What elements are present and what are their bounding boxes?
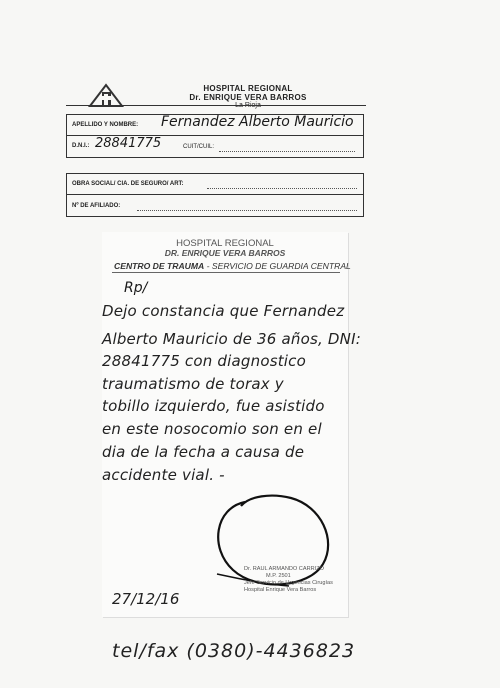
rx-text-line: Dejo constancia que Fernandez [102, 302, 345, 320]
stamp-line: Jefe Servicio de Urgencias Cirugías [244, 580, 333, 586]
rx-divider [112, 272, 340, 273]
rx-hospital: HOSPITAL REGIONAL [176, 238, 274, 249]
stamp-line: Dr. RAUL ARMANDO CARRIZO [244, 566, 324, 572]
rx-text-line: traumatismo de torax y [102, 375, 284, 393]
rp-mark: Rp/ [124, 280, 148, 296]
doctor-stamp [244, 566, 344, 594]
name-row [67, 115, 363, 136]
afiliado-dots [137, 210, 357, 211]
rx-doctor: DR. ENRIQUE VERA BARROS [164, 248, 286, 258]
rx-text-line: Alberto Mauricio de 36 años, DNI: [102, 330, 361, 348]
footer-phone: tel/fax (0380)-4436823 [112, 640, 356, 662]
rx-service-bold: CENTRO DE TRAUMA [114, 261, 205, 271]
name-label: APELLIDO Y NOMBRE: [72, 122, 139, 128]
cuit-label: CUIT/CUIL: [183, 144, 215, 150]
name-value: Fernandez Alberto Mauricio [161, 114, 354, 130]
rx-text-line: 28841775 con diagnostico [102, 352, 306, 370]
rx-text-line: en este nosocomio son en el [102, 420, 322, 438]
dni-label: D.N.I.: [72, 143, 90, 149]
rx-service-rest: - SERVICIO DE GUARDIA CENTRAL [204, 261, 351, 271]
insurance-form [66, 173, 364, 217]
patient-form [66, 114, 364, 158]
obra-label: OBRA SOCIAL/ CIA. DE SEGURO/ ART: [72, 181, 184, 187]
afiliado-row [67, 195, 363, 215]
prescription-date: 27/12/16 [112, 590, 180, 608]
obra-dots [207, 188, 357, 189]
header-hospital: HOSPITAL REGIONAL [203, 84, 293, 93]
afiliado-label: Nº DE AFILIADO: [72, 203, 121, 209]
stamp-line: Hospital Enrique Vera Barros [244, 587, 317, 593]
cuit-dots [219, 151, 355, 152]
rx-text-line: dia de la fecha a causa de [102, 443, 305, 461]
header-doctor: Dr. ENRIQUE VERA BARROS [189, 93, 307, 102]
obra-row [67, 174, 363, 195]
header-rule [66, 105, 366, 106]
rx-service [114, 261, 351, 271]
rx-text-line: tobillo izquierdo, fue asistido [102, 397, 325, 415]
dni-value: 28841775 [95, 136, 162, 151]
stamp-line: M.P. 2501 [266, 573, 291, 579]
dni-row [67, 136, 363, 156]
rx-text-line: accidente vial. - [102, 466, 225, 484]
